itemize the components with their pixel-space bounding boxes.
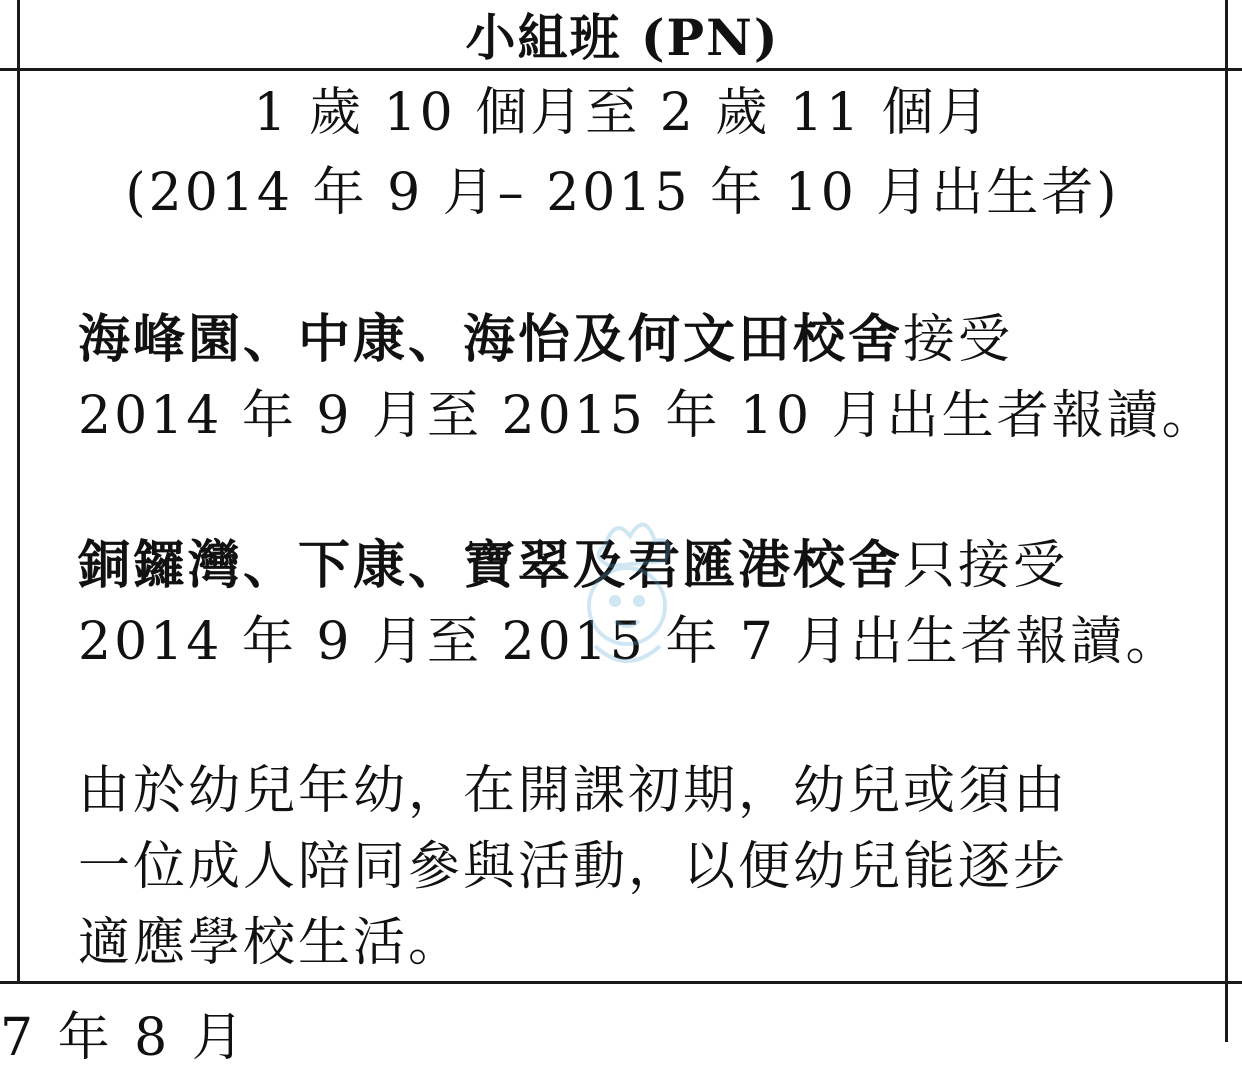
campus-group-a-names: 海峰園、中康、海怡及何文田校舍	[78, 309, 904, 370]
table-border-right	[1225, 0, 1228, 1042]
campus-group-b-accept: 只接受	[903, 536, 1069, 596]
age-range-line: 1 歲 10 個月至 2 歲 11 個月	[253, 83, 992, 143]
campus-group-a-detail: 2014 年 9 月至 2015 年 10 月出生者報讀。	[78, 386, 1217, 446]
table-header-cell	[20, 0, 1225, 68]
campus-group-b-detail: 2014 年 9 月至 2015 年 7 月出生者報讀。	[78, 612, 1181, 672]
campus-group-b	[78, 535, 1069, 596]
campus-group-b-names: 銅鑼灣、下康、寶翠及君匯港校舍	[78, 535, 904, 596]
birth-range-line: (2014 年 9 月– 2015 年 10 月出生者)	[125, 163, 1120, 223]
note-line-3: 適應學校生活。	[78, 913, 464, 973]
campus-group-a	[78, 309, 1014, 370]
table-body-cell	[20, 71, 1225, 981]
note-line-1: 由於幼兒年幼，在開課初期，幼兒或須由	[78, 761, 1069, 821]
footer-partial-text: 7 年 8 月	[0, 1008, 248, 1068]
note-line-2: 一位成人陪同參與活動，以便幼兒能逐步	[78, 837, 1069, 897]
table-border-bottom	[0, 981, 1242, 984]
class-title: 小組班 (PN)	[465, 8, 780, 67]
campus-group-a-accept: 接受	[903, 310, 1014, 370]
